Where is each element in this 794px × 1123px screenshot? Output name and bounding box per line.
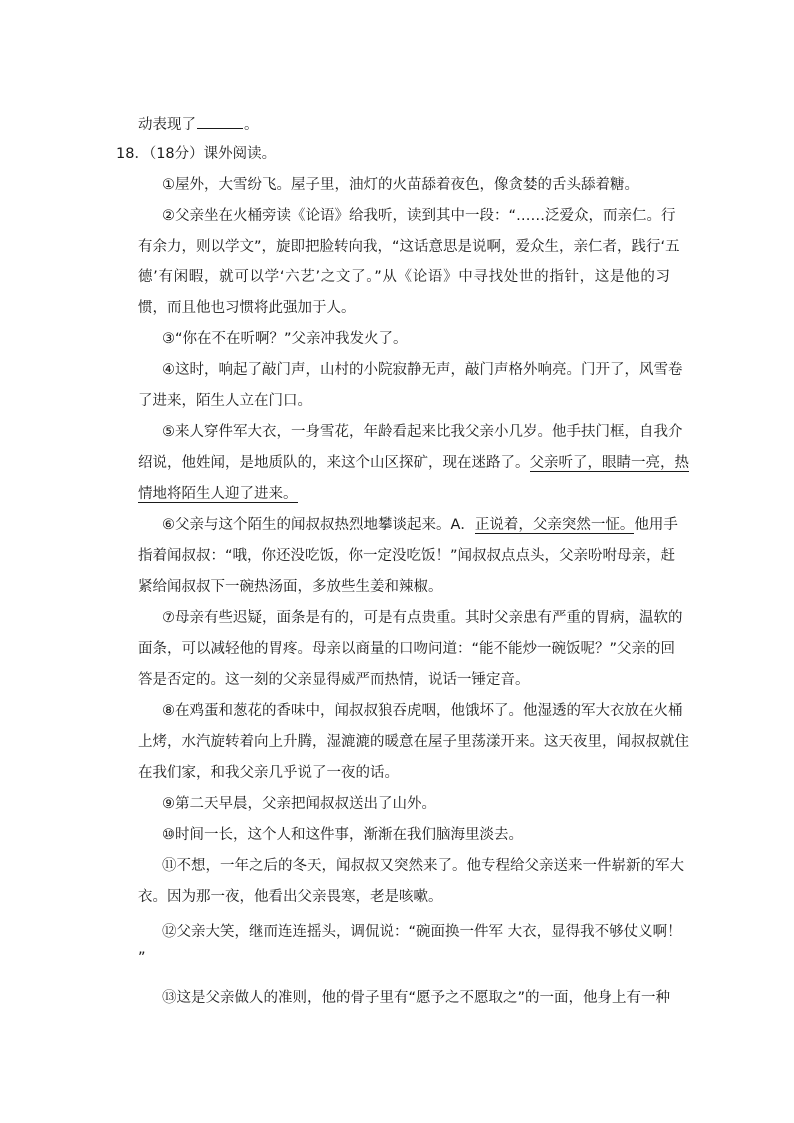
- underlined-sentence: 父亲听了，眼睛一亮，热: [529, 455, 689, 471]
- paragraph-2-line-4: 惯，而且他也习惯将此强加于人。: [138, 300, 356, 316]
- paragraph-11-line-2: 衣。因为那一夜，他看出父亲畏寒，老是咳嗽。: [138, 889, 443, 905]
- underlined-sentence-continued: 情地将陌生人迎了进来。: [138, 486, 298, 502]
- fill-prompt-suffix: 。: [244, 117, 259, 133]
- paragraph-8-line-3: 在我们家，和我父亲几乎说了一夜的话。: [138, 765, 399, 781]
- paragraph-2-line-1: ②父亲坐在火桶旁读《论语》给我听，读到其中一段：“……泛爱众，而亲仁。行: [162, 208, 676, 224]
- fill-prompt-text: 动表现了: [138, 117, 196, 133]
- paragraph-6-line-1: [162, 515, 794, 535]
- paragraph-12-line-2: ”: [138, 950, 146, 966]
- paragraph-7-line-1: ⑦母亲有些迟疑，面条是有的，可是有点贵重。其时父亲患有严重的胃病，温软的: [162, 610, 683, 626]
- paragraph-5-line-3: [138, 484, 794, 504]
- paragraph-8-line-1: ⑧在鸡蛋和葱花的香味中，闻叔叔狼吞虎咽，他饿坏了。他湿透的军大衣放在火桶: [162, 703, 683, 719]
- answer-blank[interactable]: [197, 114, 243, 129]
- underlined-sentence-a: 正说着，父亲突然一怔。: [474, 517, 635, 533]
- paragraph-5-line-2-text: 绍说，他姓闻，是地质队的，来这个山区探矿，现在迷路了。: [138, 455, 530, 471]
- paragraph-7-line-3: 答是否定的。这一刻的父亲显得威严而热情，说话一锤定音。: [138, 672, 530, 688]
- paragraph-1-line-1: ①屋外，大雪纷飞。屋子里，油灯的火苗舔着夜色，像贪婪的舌头舔着糖。: [162, 177, 639, 193]
- paragraph-7-line-2: 面条，可以减轻他的胃疼。母亲以商量的口吻问道：“能不能炒一碗饭呢？”父亲的回: [138, 641, 676, 657]
- paragraph-5-line-1: ⑤来人穿件军大衣，一身雪花，年龄看起来比我父亲小几岁。他手扶门框，自我介: [162, 424, 683, 440]
- paragraph-4-line-1: ④这时，响起了敲门声，山村的小院寂静无声，敲门声格外响亮。门开了，风雪卷: [162, 362, 683, 378]
- paragraph-8-line-2: 上烤，水汽旋转着向上升腾，湿漉漉的暖意在屋子里荡漾开来。这天夜里，闻叔叔就住: [138, 734, 689, 750]
- previous-question-tail: [138, 114, 794, 135]
- paragraph-6-line-1-text: ⑥父亲与这个陌生的闻叔叔热烈地攀谈起来。A．: [162, 517, 475, 533]
- paragraph-5-line-2: [138, 453, 794, 473]
- paragraph-6-line-2: 指着闻叔叔：“哦，你还没吃饭，你一定没吃饭！”闻叔叔点点头，父亲吩咐母亲，赶: [138, 548, 676, 564]
- paragraph-10-line-1: ⑩时间一长，这个人和这件事，渐渐在我们脑海里淡去。: [162, 827, 523, 843]
- question-heading: 18．（18分）课外阅读。: [116, 146, 277, 162]
- paragraph-13-line-1: ⑬这是父亲做人的准则，他的骨子里有“愿予之不愿取之”的一面，他身上有一种: [162, 990, 671, 1006]
- paragraph-11-line-1: ⑪不想，一年之后的冬天，闻叔叔又突然来了。他专程给父亲送来一件崭新的军大: [162, 858, 684, 874]
- paragraph-2-line-3: 德’有闲暇，就可以学‘六艺’之文了。”从《论语》中寻找处世的指针，这是他的习: [138, 269, 670, 285]
- paragraph-6-line-1-end: 他用手: [634, 517, 678, 533]
- paragraph-12-line-1: ⑫父亲大笑，继而连连摇头，调侃说：“碗面换一件军 大衣，显得我不够仗义啊！: [162, 924, 682, 940]
- paragraph-3-line-1: ③“你在不在听啊？”父亲冲我发火了。: [162, 331, 408, 347]
- paragraph-6-line-3: 紧给闻叔叔下一碗热汤面，多放些生姜和辣椒。: [138, 579, 443, 595]
- paragraph-4-line-2: 了进来，陌生人立在门口。: [138, 393, 312, 409]
- paragraph-2-line-2: 有余力，则以学文”，旋即把脸转向我，“这话意思是说啊，爱众生，亲仁者，践行‘五: [138, 239, 680, 255]
- paragraph-9-line-1: ⑨第二天早晨，父亲把闻叔叔送出了山外。: [162, 796, 436, 812]
